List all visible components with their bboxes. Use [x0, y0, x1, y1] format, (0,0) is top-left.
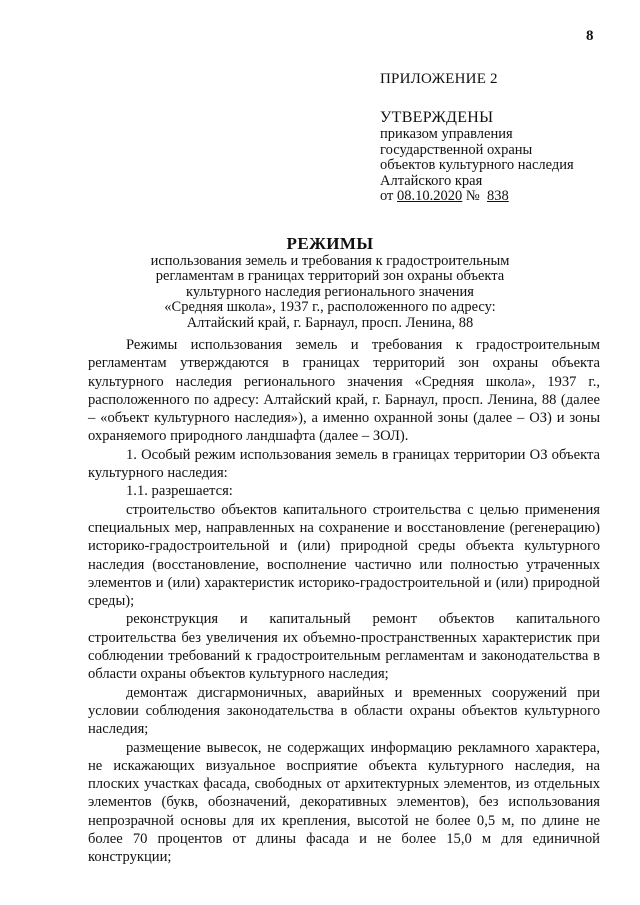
- heading-line: «Средняя школа», 1937 г., расположенного по адресу:: [164, 299, 496, 315]
- paragraph: строительство объектов капитального строительства с целью применения специальных мер, направленных на сохранение и восстановление (регенерацию) историко-градостроительной и (или) природной среды объекта культурного наследия (восстановление, восполнение частично или полностью утраченных элементов и (или) характеристик историко-градостроительной и (или) природной среды);: [88, 501, 600, 610]
- order-date: 08.10.2020: [397, 188, 463, 204]
- heading-line: регламентам в границах территорий зон охраны объекта: [155, 268, 505, 284]
- document-title: РЕЖИМЫ: [286, 234, 374, 253]
- paragraph: демонтаж дисгармоничных, аварийных и временных сооружений при условии соблюдения законодательства в области охраны объектов культурного наследия;: [88, 684, 600, 738]
- paragraph: 1.1. разрешается:: [126, 483, 233, 500]
- approval-line: приказом управления: [380, 126, 513, 142]
- date-prefix: от: [380, 188, 398, 204]
- paragraph: размещение вывесок, не содержащих информацию рекламного характера, не искажающих визуальное восприятие объекта культурного наследия, на плоских участках фасада, свободных от архитектурных элементов, из отдельных элементов (букв, обозначений, декоративных элементов), без использования непрозрачной основы для их крепления, высотой не более 0,5 м, по длине не более 70 процентов от длины фасада и не более 15,0 м для единичной конструкции;: [88, 739, 600, 866]
- approval-line: государственной охраны: [380, 141, 533, 158]
- order-number: 838: [487, 188, 509, 204]
- document-heading: [110, 236, 550, 331]
- number-prefix: №: [462, 188, 484, 204]
- appendix-label: ПРИЛОЖЕНИЕ 2: [380, 71, 498, 87]
- paragraph: реконструкция и капитальный ремонт объектов капитального строительства без увеличения их объемно-пространственных характеристик при соблюдении требований к градостроительным регламентам и законодательства в области охраны объектов культурного наследия;: [88, 611, 600, 683]
- paragraph: Режимы использования земель и требования к градостроительным регламентам утверждаются в границах территорий зон охраны объекта культурного наследия регионального значения «Средняя школа», 1937 г., расположенного по адресу: Алтайский край, г. Барнаул, просп. Ленина, 88 (далее – «объект культурного наследия»), а именно охранной зоны (далее – ОЗ) и зоны охраняемого природного ландшафта (далее – ЗОЛ).: [88, 337, 600, 445]
- heading-line: Алтайский край, г. Барнаул, просп. Ленина, 88: [186, 314, 474, 331]
- page-number: 8: [586, 28, 594, 44]
- approval-date-line: [380, 189, 620, 205]
- approval-line: объектов культурного наследия: [380, 157, 574, 173]
- approved-label: УТВЕРЖДЕНЫ: [380, 108, 494, 126]
- approval-line: Алтайского края: [380, 172, 483, 189]
- document-body: [88, 336, 600, 867]
- paragraph: 1. Особый режим использования земель в границах территории ОЗ объекта культурного наследия:: [88, 446, 600, 482]
- approval-block: [380, 72, 620, 205]
- heading-line: культурного наследия регионального значения: [186, 283, 474, 300]
- heading-line: использования земель и требования к градостроительным: [150, 252, 510, 269]
